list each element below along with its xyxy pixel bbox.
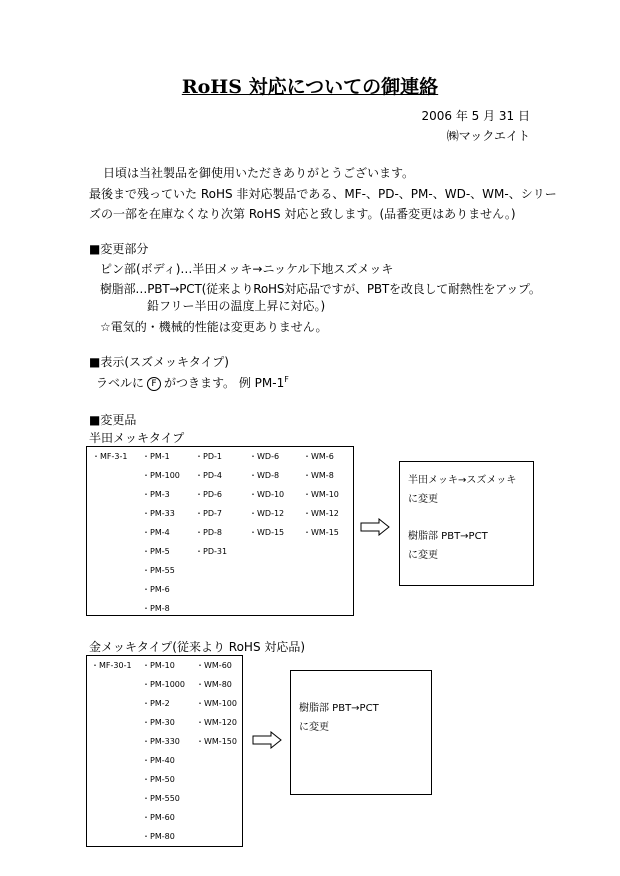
list-item: ・PM-55 [142, 566, 175, 575]
intro-line: 日頃は当社製品を御使用いただきありがとうございます。 [103, 166, 415, 180]
list-item: ・PM-330 [142, 737, 180, 746]
intro-line: 最後まで残っていた RoHS 非対応製品である、MF-、PD-、PM-、WD-、WM-、シリー [89, 187, 557, 201]
display-text-after: がつきます。 例 PM-1 [164, 376, 285, 390]
list-item: ・PD-8 [195, 528, 222, 537]
list-item: ・PM-33 [142, 509, 175, 518]
type2-note-box [290, 670, 432, 795]
list-item: ・PM-40 [142, 756, 175, 765]
list-item: ・PM-8 [142, 604, 170, 613]
list-item: ・WM-15 [303, 528, 339, 537]
list-item: ・PM-1 [142, 452, 170, 461]
right-arrow-icon [360, 518, 390, 536]
list-item: ・PD-1 [195, 452, 222, 461]
list-item: ・PM-100 [142, 471, 180, 480]
type1-col-mf [92, 447, 127, 466]
list-item: ・PM-5 [142, 547, 170, 556]
type1-col-pd [195, 447, 227, 561]
type2-product-box [86, 655, 243, 847]
note-line: 半田メッキ→スズメッキ [408, 475, 517, 486]
note-line: 樹脂部 PBT→PCT [408, 531, 488, 542]
note-line: 樹脂部 PBT→PCT [299, 703, 379, 714]
list-item: ・PD-31 [195, 547, 228, 556]
list-item: ・PM-30 [142, 718, 175, 727]
type1-col-pm [142, 447, 180, 618]
list-item: ・PM-4 [142, 528, 170, 537]
list-item: ・PM-6 [142, 585, 170, 594]
list-item: ・PM-80 [142, 832, 175, 841]
note-line: に変更 [299, 722, 329, 733]
section-heading-products: ■変更品 [89, 413, 137, 427]
list-item: ・WD-12 [249, 509, 285, 518]
section-heading-change: ■変更部分 [89, 242, 149, 256]
list-item: ・PM-10 [142, 661, 175, 670]
list-item: ・WM-80 [196, 680, 232, 689]
list-item: ・PM-3 [142, 490, 170, 499]
type2-col-pm [142, 656, 185, 846]
change-line: ピン部(ボディ)…半田メッキ→ニッケル下地スズメッキ [100, 262, 394, 276]
list-item: ・WD-6 [249, 452, 280, 461]
type2-col-wm [196, 656, 237, 751]
section-heading-display: ■表示(スズメッキタイプ) [89, 355, 229, 369]
note-line: に変更 [408, 550, 438, 561]
list-item: ・PM-1000 [142, 680, 185, 689]
list-item: ・PD-4 [195, 471, 222, 480]
list-item: ・PM-50 [142, 775, 175, 784]
list-item: ・PM-60 [142, 813, 175, 822]
list-item: ・WM-8 [303, 471, 334, 480]
display-text [96, 374, 289, 391]
list-item: ・WM-10 [303, 490, 339, 499]
list-item: ・PD-7 [195, 509, 222, 518]
type2-label: 金メッキタイプ(従来より RoHS 対応品) [89, 640, 306, 654]
list-item: ・WM-6 [303, 452, 334, 461]
type1-col-wd [249, 447, 284, 542]
list-item: ・MF-30-1 [91, 661, 132, 670]
type1-label: 半田メッキタイプ [89, 431, 185, 445]
list-item: ・WM-12 [303, 509, 339, 518]
note-line: に変更 [408, 494, 438, 505]
list-item: ・WD-15 [249, 528, 285, 537]
f-mark-icon: F [147, 377, 161, 391]
list-item: ・WM-120 [196, 718, 237, 727]
list-item: ・WM-60 [196, 661, 232, 670]
type1-note-box [399, 461, 534, 586]
change-line: 鉛フリー半田の温度上昇に対応。) [147, 299, 326, 313]
list-item: ・PD-6 [195, 490, 222, 499]
list-item: ・PM-2 [142, 699, 170, 708]
list-item: ・PM-550 [142, 794, 180, 803]
page-title: RoHS 対応についての御連絡 [181, 76, 439, 98]
intro-line: ズの一部を在庫なくなり次第 RoHS 対応と致します。(品番変更はありません。) [89, 207, 516, 221]
list-item: ・WD-10 [249, 490, 285, 499]
display-sup: F [284, 375, 289, 384]
change-line: 樹脂部…PBT→PCT(従来よりRoHS対応品ですが、PBTを改良して耐熱性をアップ。 [100, 282, 541, 296]
display-text-before: ラベルに [96, 376, 145, 390]
list-item: ・WM-100 [196, 699, 237, 708]
right-arrow-icon [252, 731, 282, 749]
type1-col-wm [303, 447, 339, 542]
type1-product-box [86, 446, 354, 616]
type2-col-mf [91, 656, 132, 675]
list-item: ・WM-150 [196, 737, 237, 746]
company-name: ㈱マックエイト [446, 129, 530, 143]
date: 2006 年 5 月 31 日 [421, 109, 530, 123]
list-item: ・MF-3-1 [92, 452, 128, 461]
change-line: ☆電気的・機械的性能は変更ありません。 [100, 320, 328, 334]
list-item: ・WD-8 [249, 471, 280, 480]
